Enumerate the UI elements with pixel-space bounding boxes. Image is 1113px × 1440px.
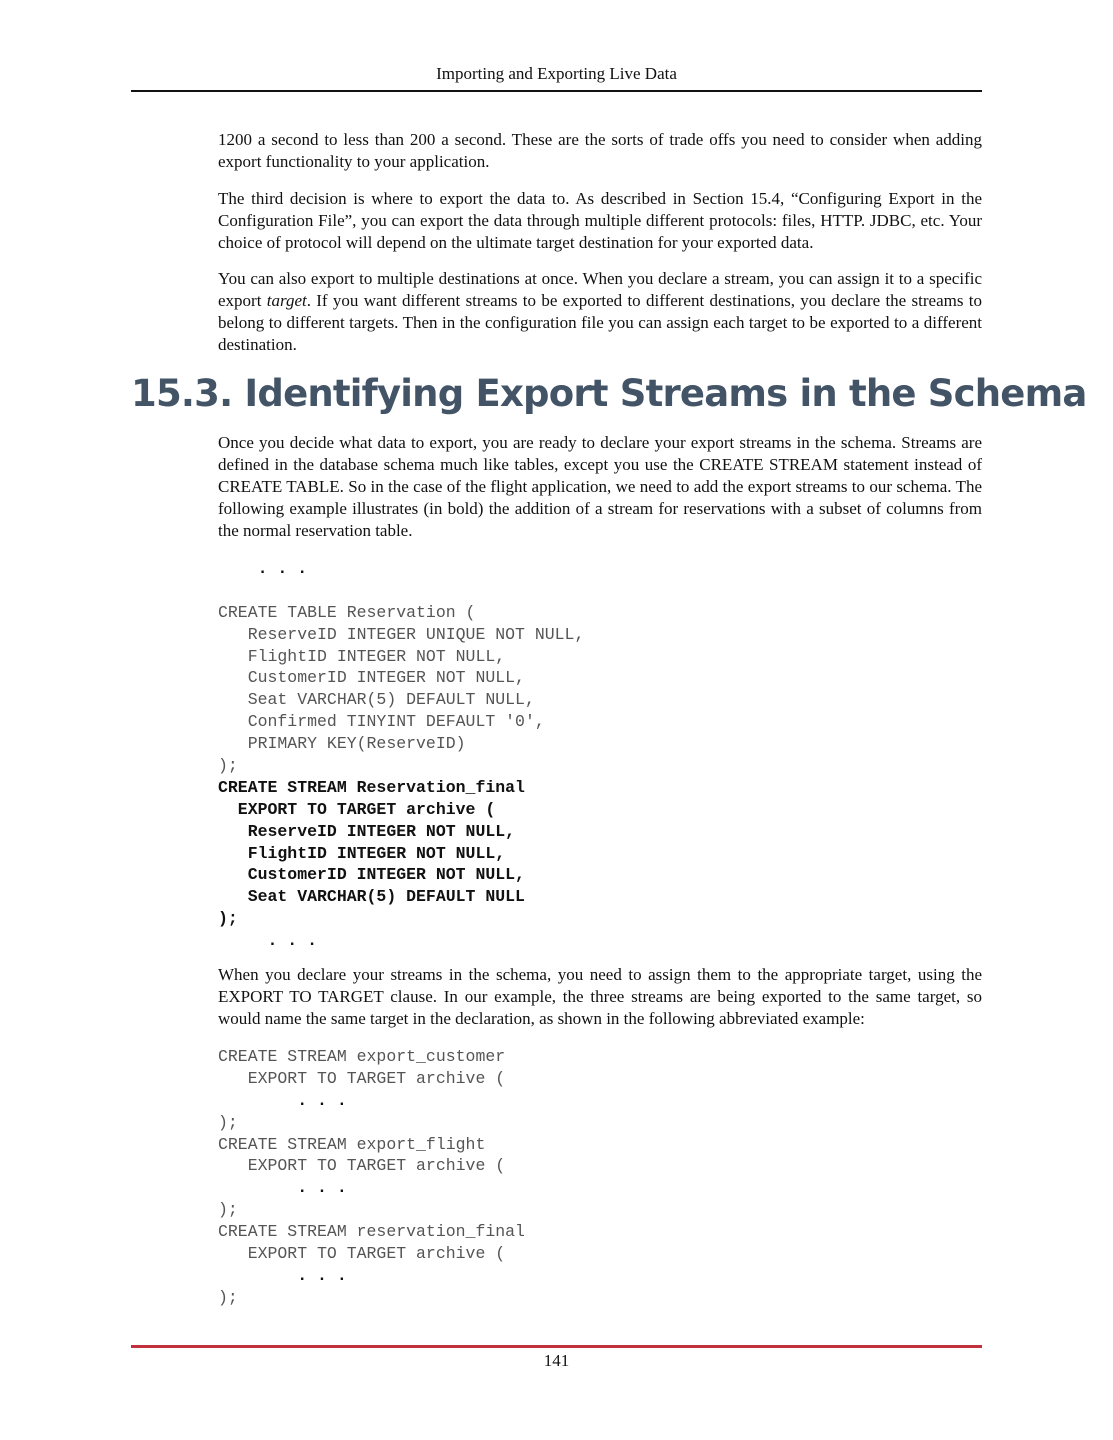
code-line: CREATE TABLE Reservation ( xyxy=(218,602,476,622)
code-line: ); xyxy=(218,1112,238,1132)
code-line: . . . xyxy=(218,1090,347,1110)
code-line: FlightID INTEGER NOT NULL, xyxy=(218,646,506,666)
code-example-export-targets xyxy=(218,1046,525,1309)
paragraph-text-after: . If you want different streams to be exported to different destinations, you declare the streams to belong to different targets. Then in the configuration file you can assign each target to be exported to a different destination. xyxy=(218,291,982,354)
code-line: . . . xyxy=(218,931,318,951)
code-line xyxy=(218,580,584,602)
intro-paragraph-2 xyxy=(218,188,982,254)
code-line: PRIMARY KEY(ReserveID) xyxy=(218,734,466,754)
code-line: CREATE STREAM export_flight xyxy=(218,1134,486,1154)
code-line: EXPORT TO TARGET archive ( xyxy=(218,1068,506,1088)
running-header: Importing and Exporting Live Data xyxy=(436,64,677,83)
code-line-bold: ReserveID INTEGER NOT NULL, xyxy=(218,821,516,841)
code-line: Confirmed TINYINT DEFAULT '0', xyxy=(218,712,545,732)
code-line: ReserveID INTEGER UNIQUE NOT NULL, xyxy=(218,624,585,644)
code-line: . . . xyxy=(218,559,308,578)
code-line-bold: ); xyxy=(218,909,238,929)
paragraph-text-before: You can also export to multiple destinations at once. When you declare a stream, you can assign it to a specific export xyxy=(218,269,982,310)
code-line: Seat VARCHAR(5) DEFAULT NULL, xyxy=(218,690,535,710)
paragraph-text: The third decision is where to export the data to. As described in Section 15.4, “Configuring Export in the Configuration File”, you can export the data through multiple different protocols: files, HTTP. JDBC, etc. Your choice of protocol will depend on the ultimate target destination for your exported data. xyxy=(218,189,982,252)
emphasis-target: target xyxy=(266,291,307,310)
code-example-create-stream xyxy=(218,558,584,952)
code-line: . . . xyxy=(218,1265,347,1285)
code-line: . . . xyxy=(218,1178,347,1198)
code-line: EXPORT TO TARGET archive ( xyxy=(218,1244,506,1264)
code-line: CREATE STREAM export_customer xyxy=(218,1047,506,1066)
code-line: CREATE STREAM reservation_final xyxy=(218,1222,525,1242)
code-line-bold: CustomerID INTEGER NOT NULL, xyxy=(218,865,525,885)
code-line-bold: EXPORT TO TARGET archive ( xyxy=(218,799,496,819)
code-line-bold: CREATE STREAM Reservation_final xyxy=(218,777,525,797)
code-line: ); xyxy=(218,1200,238,1220)
paragraph-text: 1200 a second to less than 200 a second. These are the sorts of trade offs you need to consider when adding export functionality to your application. xyxy=(218,130,982,171)
paragraph-text: When you declare your streams in the schema, you need to assign them to the appropriate target, using the EXPORT TO TARGET clause. In our example, the three streams are being exported to the same target, so would name the same target in the declaration, as shown in the following abbreviated example: xyxy=(218,965,982,1028)
code-line: EXPORT TO TARGET archive ( xyxy=(218,1156,506,1176)
section-heading: 15.3. Identifying Export Streams in the Schema xyxy=(131,372,1087,415)
paragraph-text xyxy=(218,268,982,356)
page-number: 141 xyxy=(543,1351,570,1370)
code-line-bold: Seat VARCHAR(5) DEFAULT NULL xyxy=(218,887,525,907)
code-line-bold: FlightID INTEGER NOT NULL, xyxy=(218,843,506,863)
code-line: ); xyxy=(218,1287,238,1307)
paragraph-text: Once you decide what data to export, you are ready to declare your export streams in the schema. Streams are defined in the database schema much like tables, except you use the CREATE STREAM statement instead of CREATE TABLE. So in the case of the flight application, we need to add the export streams to our schema. The following example illustrates (in bold) the addition of a stream for reservations with a subset of columns from the normal reservation table. xyxy=(218,433,982,540)
targets-paragraph xyxy=(218,268,982,356)
header-rule xyxy=(131,90,982,92)
intro-paragraph-1 xyxy=(218,129,982,173)
footer-rule xyxy=(131,1345,982,1348)
code-line: CustomerID INTEGER NOT NULL, xyxy=(218,668,525,688)
code-line: ); xyxy=(218,756,238,776)
section-paragraph-2 xyxy=(218,964,982,1030)
section-paragraph-1 xyxy=(218,432,982,542)
